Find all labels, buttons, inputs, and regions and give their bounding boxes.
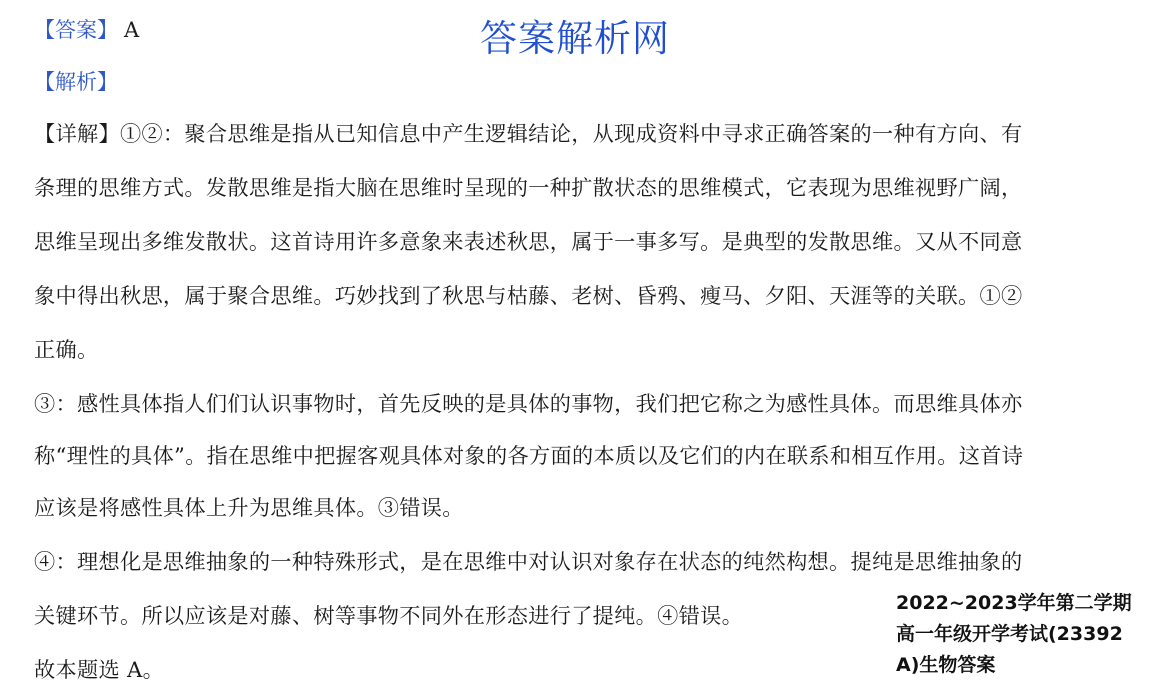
body-line-11: 故本题选 A。 xyxy=(34,657,165,682)
answer-value: A xyxy=(124,18,140,42)
exam-title-stamp: 2022~2023学年第二学期高一年级开学考试(23392A)生物答案 xyxy=(896,592,1132,676)
body-line-4: 象中得出秋思，属于聚合思维。巧妙找到了秋思与枯藤、老树、昏鸦、瘦马、夕阳、天涯等的关联。①② xyxy=(34,283,1023,308)
body-line-6: ③：感性具体指人们们认识事物时，首先反映的是具体的事物，我们把它称之为感性具体。而思维具体亦 xyxy=(34,391,1023,416)
analysis-label: 【解析】 xyxy=(34,70,118,94)
site-watermark: 答案解析网 xyxy=(480,17,670,60)
body-line-1: 【详解】①②：聚合思维是指从已知信息中产生逻辑结论，从现成资料中寻求正确答案的一种有方向、有 xyxy=(34,121,1023,146)
body-line-9: ④：理想化是思维抽象的一种特殊形式，是在思维中对认识对象存在状态的纯然构想。提纯是思维抽象的 xyxy=(34,549,1023,574)
answer-line xyxy=(34,14,139,44)
body-line-7: 称“理性的具体”。指在思维中把握客观具体对象的各方面的本质以及它们的内在联系和相互作用。这首诗 xyxy=(34,443,1024,468)
body-line-3: 思维呈现出多维发散状。这首诗用许多意象来表述秋思，属于一事多写。是典型的发散思维。又从不同意 xyxy=(34,229,1023,254)
body-line-2: 条理的思维方式。发散思维是指大脑在思维时呈现的一种扩散状态的思维模式，它表现为思维视野广阔， xyxy=(34,175,1023,200)
answer-label: 【答案】 xyxy=(34,18,118,42)
body-line-10: 关键环节。所以应该是对藤、树等事物不同外在形态进行了提纯。④错误。 xyxy=(34,603,744,628)
body-line-5: 正确。 xyxy=(34,337,99,362)
body-line-8: 应该是将感性具体上升为思维具体。③错误。 xyxy=(34,495,464,520)
